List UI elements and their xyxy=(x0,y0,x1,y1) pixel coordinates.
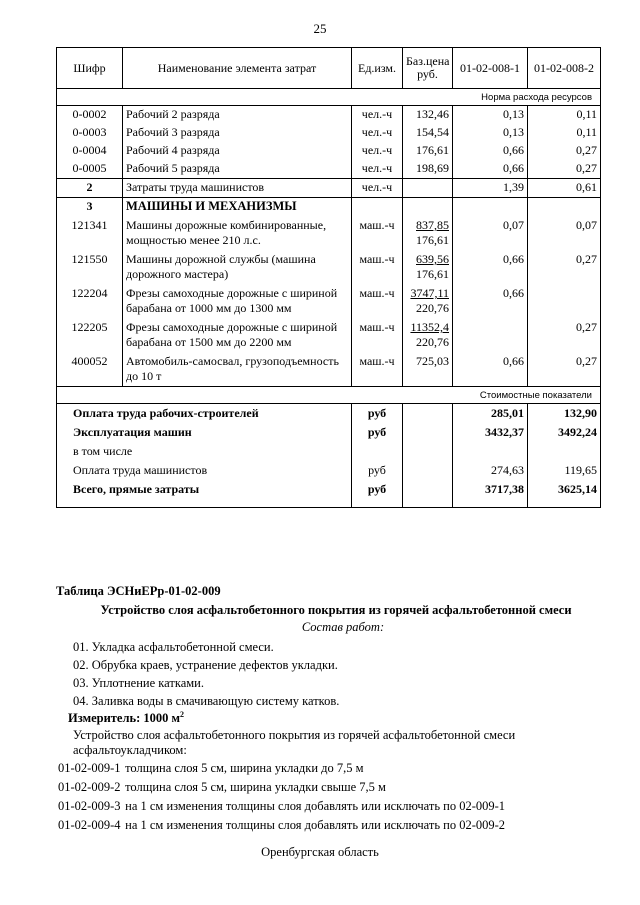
cell-v1: 0,66 xyxy=(453,142,528,160)
cell-name: Фрезы самоходные дорожные с шириной барабана от 1000 мм до 1300 мм xyxy=(123,284,352,318)
cell-v2: 0,11 xyxy=(528,106,601,125)
cell-price: 176,61 xyxy=(403,142,453,160)
table-row xyxy=(57,352,601,387)
cell-empty xyxy=(403,461,453,480)
cell-v1: 3717,38 xyxy=(453,480,528,508)
cell-price xyxy=(403,284,453,318)
cell-v1: 0,13 xyxy=(453,106,528,125)
cell-unit: чел.-ч xyxy=(352,106,403,125)
cell-v2: 3492,24 xyxy=(528,423,601,442)
cell-name: Машины дорожные комбинированные, мощностью менее 210 л.с. xyxy=(123,216,352,250)
cell-price xyxy=(403,216,453,250)
cell-v1: 0,66 xyxy=(453,284,528,318)
cell-v1: 3432,37 xyxy=(453,423,528,442)
cell-price xyxy=(403,318,453,352)
cell-code: 3 xyxy=(57,198,123,217)
header-col2: 01-02-008-2 xyxy=(528,48,601,89)
header-price: Баз.цена руб. xyxy=(403,48,453,89)
table-row-machines-header xyxy=(57,198,601,217)
header-col1: 01-02-008-1 xyxy=(453,48,528,89)
section-costs-row xyxy=(57,387,601,404)
price-main: 639,56 xyxy=(416,252,449,266)
code: 01-02-009-4 xyxy=(58,818,121,832)
section-norms: Норма расхода ресурсов xyxy=(57,89,601,106)
list-item: 01. Укладка асфальтобетонной смеси. xyxy=(73,640,274,654)
list-item xyxy=(58,759,505,778)
list-item: 03. Уплотнение катками. xyxy=(73,676,204,690)
footer-region: Оренбургская область xyxy=(261,845,379,859)
table-row xyxy=(57,106,601,125)
cell-v2: 119,65 xyxy=(528,461,601,480)
table-row xyxy=(57,480,601,508)
cell-code: 122204 xyxy=(57,284,123,318)
cell-unit: руб xyxy=(352,423,403,442)
cell-empty xyxy=(403,423,453,442)
cell-code: 0-0003 xyxy=(57,124,123,142)
cell-v1: 274,63 xyxy=(453,461,528,480)
price-labor: 176,61 xyxy=(416,267,449,281)
table-row-machinists xyxy=(57,179,601,198)
code-list xyxy=(58,759,505,835)
cell-empty xyxy=(528,442,601,461)
cell-empty xyxy=(403,442,453,461)
price-labor: 220,76 xyxy=(416,335,449,349)
next-table-subtitle: Устройство слоя асфальтобетонного покрытия из горячей асфальтобетонной смеси xyxy=(100,603,572,617)
code-text: толщина слоя 5 см, ширина укладки свыше 7,5 м xyxy=(125,780,386,794)
list-item xyxy=(58,778,505,797)
cell-code: 0-0002 xyxy=(57,106,123,125)
cell-empty xyxy=(403,404,453,424)
cell-name: Рабочий 2 разряда xyxy=(123,106,352,125)
code-text: на 1 см изменения толщины слоя добавлять или исключать по 02-009-1 xyxy=(125,799,506,813)
price-main: 3747,11 xyxy=(410,286,449,300)
cell-v1: 0,66 xyxy=(453,352,528,387)
table-row xyxy=(57,124,601,142)
cell-price: 132,46 xyxy=(403,106,453,125)
cell-name: Фрезы самоходные дорожные с шириной барабана от 1500 мм до 2200 мм xyxy=(123,318,352,352)
cell-code: 2 xyxy=(57,179,123,198)
table-row xyxy=(57,404,601,424)
cell-empty xyxy=(403,480,453,508)
cell-name: Рабочий 4 разряда xyxy=(123,142,352,160)
cell-unit: маш.-ч xyxy=(352,318,403,352)
cell-empty xyxy=(453,198,528,217)
cell-v1 xyxy=(453,318,528,352)
list-item: 04. Заливка воды в смачивающую систему катков. xyxy=(73,694,340,708)
measurer-text: Измеритель: 1000 м xyxy=(68,711,181,726)
table-row xyxy=(57,442,601,461)
cell-unit: маш.-ч xyxy=(352,216,403,250)
cell-code: 0-0005 xyxy=(57,160,123,179)
price-labor: 176,61 xyxy=(416,233,449,247)
next-table-title: Таблица ЭСНиЕРр-01-02-009 xyxy=(56,584,221,598)
cell-name: Рабочий 5 разряда xyxy=(123,160,352,179)
cell-v2: 0,27 xyxy=(528,318,601,352)
work-steps xyxy=(73,638,339,710)
composition-label: Состав работ: xyxy=(301,620,385,634)
price-main: 11352,4 xyxy=(410,320,449,334)
code-text: на 1 см изменения толщины слоя добавлять или исключать по 02-009-2 xyxy=(125,818,506,832)
cell-v1: 0,13 xyxy=(453,124,528,142)
cell-unit: маш.-ч xyxy=(352,250,403,284)
table-row xyxy=(57,142,601,160)
cell-unit: руб xyxy=(352,480,403,508)
list-item xyxy=(58,816,505,835)
table-row xyxy=(57,284,601,318)
cell-unit: чел.-ч xyxy=(352,160,403,179)
cell-name: в том числе xyxy=(57,442,352,461)
cell-price: 154,54 xyxy=(403,124,453,142)
code: 01-02-009-1 xyxy=(58,761,121,775)
cell-unit: руб xyxy=(352,461,403,480)
cell-unit: маш.-ч xyxy=(352,352,403,387)
cell-unit: чел.-ч xyxy=(352,124,403,142)
cell-code: 121341 xyxy=(57,216,123,250)
cell-v2 xyxy=(528,284,601,318)
cell-v1: 0,66 xyxy=(453,250,528,284)
measurer-sup: 2 xyxy=(180,710,185,719)
table-row xyxy=(57,160,601,179)
cell-price xyxy=(403,250,453,284)
cell-unit: чел.-ч xyxy=(352,179,403,198)
code: 01-02-009-2 xyxy=(58,780,121,794)
cell-name: Затраты труда машинистов xyxy=(123,179,352,198)
price-main: 837,85 xyxy=(416,218,449,232)
table-row xyxy=(57,423,601,442)
page-number: 25 xyxy=(313,21,327,36)
measurer xyxy=(68,710,184,726)
header-name: Наименование элемента затрат xyxy=(123,48,352,89)
price-labor: 220,76 xyxy=(416,301,449,315)
cell-price xyxy=(403,179,453,198)
cell-v1: 0,66 xyxy=(453,160,528,179)
cell-name: Эксплуатация машин xyxy=(57,423,352,442)
cell-empty xyxy=(352,198,403,217)
cell-code: 122205 xyxy=(57,318,123,352)
cell-empty xyxy=(453,442,528,461)
table-row xyxy=(57,461,601,480)
code-text: толщина слоя 5 см, ширина укладки до 7,5 м xyxy=(125,761,364,775)
cell-v1: 1,39 xyxy=(453,179,528,198)
cell-name: Всего, прямые затраты xyxy=(57,480,352,508)
cell-unit: руб xyxy=(352,404,403,424)
cell-v1: 0,07 xyxy=(453,216,528,250)
cell-name: Автомобиль-самосвал, грузоподъемность до 10 т xyxy=(123,352,352,387)
cell-name: Машины дорожной службы (машина дорожного мастера) xyxy=(123,250,352,284)
list-item xyxy=(58,797,505,816)
cell-code: 0-0004 xyxy=(57,142,123,160)
cell-empty xyxy=(352,442,403,461)
description: Устройство слоя асфальтобетонного покрытия из горячей асфальтобетонной смеси асфальтоукладчиком: xyxy=(73,728,516,757)
cell-empty xyxy=(403,198,453,217)
cell-code: 400052 xyxy=(57,352,123,387)
cell-v2: 0,27 xyxy=(528,250,601,284)
cell-v2: 0,61 xyxy=(528,179,601,198)
code: 01-02-009-3 xyxy=(58,799,121,813)
table-row xyxy=(57,318,601,352)
section-costs: Стоимостные показатели xyxy=(57,387,601,404)
cell-v2: 132,90 xyxy=(528,404,601,424)
cell-v2: 0,11 xyxy=(528,124,601,142)
cell-v1: 285,01 xyxy=(453,404,528,424)
table-row xyxy=(57,216,601,250)
cell-unit: чел.-ч xyxy=(352,142,403,160)
cell-v2: 0,27 xyxy=(528,352,601,387)
list-item: 02. Обрубка краев, устранение дефектов укладки. xyxy=(73,658,338,672)
cell-name: Оплата труда рабочих-строителей xyxy=(57,404,352,424)
cell-code: 121550 xyxy=(57,250,123,284)
header-code: Шифр xyxy=(57,48,123,89)
cell-unit: маш.-ч xyxy=(352,284,403,318)
cell-v2: 3625,14 xyxy=(528,480,601,508)
table-header-row xyxy=(57,48,601,89)
cell-price: 725,03 xyxy=(403,352,453,387)
cell-name: Оплата труда машинистов xyxy=(57,461,352,480)
cell-price: 198,69 xyxy=(403,160,453,179)
section-norms-row xyxy=(57,89,601,106)
header-unit: Ед.изм. xyxy=(352,48,403,89)
cell-name: Рабочий 3 разряда xyxy=(123,124,352,142)
cell-empty xyxy=(528,198,601,217)
cell-name: МАШИНЫ И МЕХАНИЗМЫ xyxy=(123,198,352,217)
cell-v2: 0,27 xyxy=(528,160,601,179)
table-row xyxy=(57,250,601,284)
resource-table xyxy=(56,47,601,508)
cell-v2: 0,27 xyxy=(528,142,601,160)
cell-v2: 0,07 xyxy=(528,216,601,250)
